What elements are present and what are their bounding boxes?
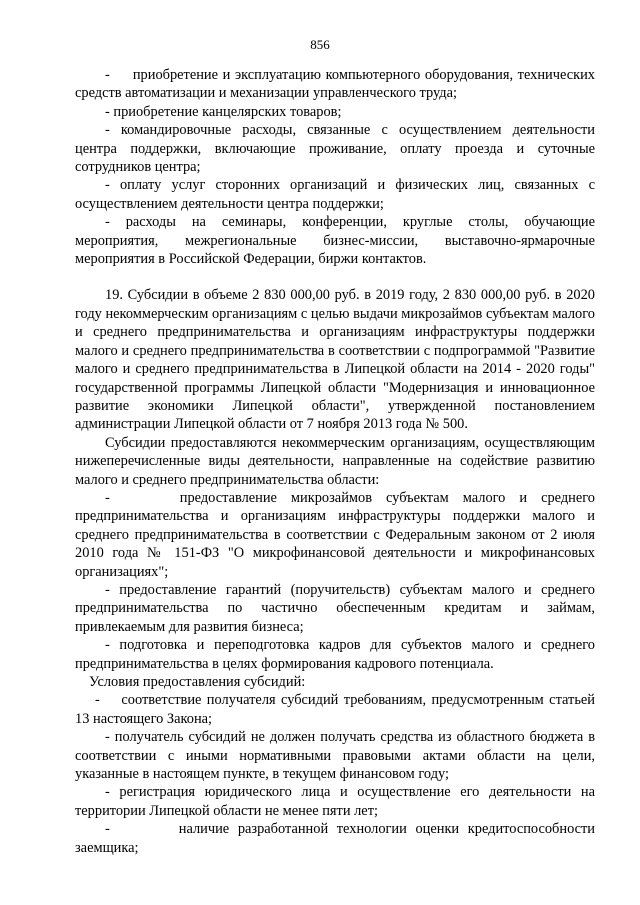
list-item: - расходы на семинары, конференции, круглые столы, обучающие мероприятия, межрегиональные бизнес-миссии, выставочно-ярмарочные мероприятия в Российской Федерации, биржи контактов. <box>75 214 595 268</box>
list-item: - приобретение канцелярских товаров; <box>105 103 342 120</box>
list-item: - командировочные расходы, связанные с осуществлением деятельности центра поддержки, включающие проживание, оплату проезда и суточные сотрудников центра; <box>75 122 595 176</box>
list-item: - предоставление гарантий (поручительств) субъектам малого и среднего предпринимательства по частично обеспеченным кредитам и займам, привлекаемым для развития бизнеса; <box>75 581 595 635</box>
page-number: 856 <box>310 37 330 52</box>
paragraph: Условия предоставления субсидий: <box>89 674 306 690</box>
list-item: - регистрация юридического лица и осуществление его деятельности на территории Липецкой области не менее пяти лет; <box>75 784 595 819</box>
list-item: - приобретение и эксплуатацию компьютерного оборудования, технических средств автоматизации и механизации управленческого труда; <box>75 67 595 102</box>
list-item: - соответствие получателя субсидий требованиям, предусмотренным статьей 13 настоящего Закона; <box>75 692 595 727</box>
document-body <box>75 66 595 857</box>
paragraph-gap <box>75 268 595 286</box>
list-item: - наличие разработанной технологии оценки кредитоспособности заемщика; <box>75 821 595 856</box>
paragraph: Субсидии предоставляются некоммерческим организациям, осуществляющим нижеперечисленные виды деятельности, направленные на содействие развитию малого и среднего предпринимательства области: <box>75 434 595 488</box>
list-item: - подготовка и переподготовка кадров для субъектов малого и среднего предпринимательства в целях формирования кадрового потенциала. <box>75 637 595 672</box>
list-item: - предоставление микрозаймов субъектам малого и среднего предпринимательства и организациям инфраструктуры поддержки малого и среднего предпринимательства в соответствии с Федеральным законом от 2 июля 2010 года № 151-ФЗ "О микрофинансовой деятельности и микрофинансовых организациях"; <box>75 489 595 580</box>
paragraph: 19. Субсидии в объеме 2 830 000,00 руб. в 2019 году, 2 830 000,00 руб. в 2020 году некоммерческим организациям с целью выдачи микрозаймов субъектам малого и среднего предпринимательства и организациям инфраструктуры поддержки малого и среднего предпринимательства в соответствии с подпрограммой "Развитие малого и среднего предпринимательства в Липецкой области на 2014 - 2020 годы" государственной программы Липецкой области "Модернизация и инновационное развитие экономики Липецкой области", утвержденной постановлением администрации Липецкой области от 7 ноября 2013 года № 500. <box>75 287 595 433</box>
list-item: - получатель субсидий не должен получать средства из областного бюджета в соответствии с иными нормативными правовыми актами области на цели, указанные в настоящем пункте, в текущем финансовом году; <box>75 729 595 783</box>
list-item: - оплату услуг сторонних организаций и физических лиц, связанных с осуществлением деятельности центра поддержки; <box>75 177 595 212</box>
